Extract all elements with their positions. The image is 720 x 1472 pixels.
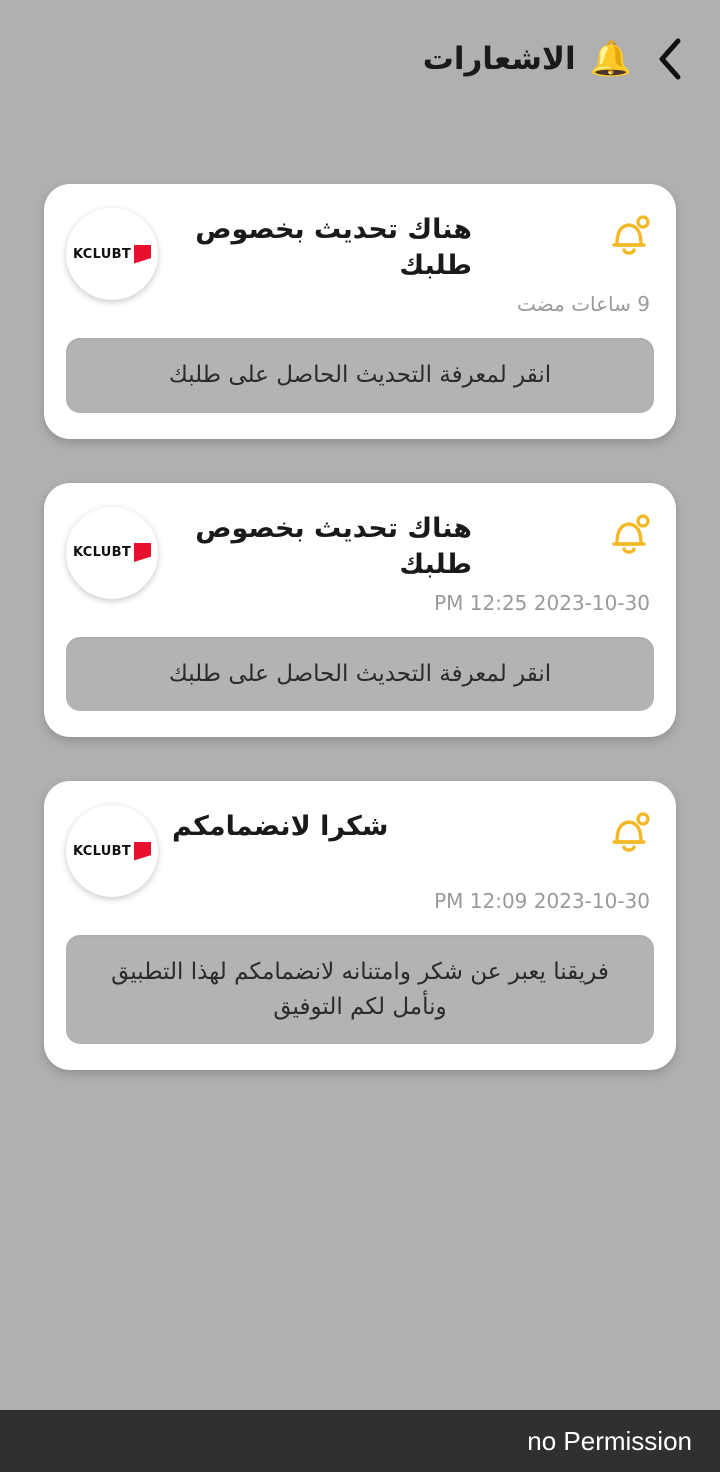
notification-time: PM 12:25 2023-10-30: [434, 590, 650, 615]
avatar-label: KCLUBT: [73, 246, 131, 262]
notification-text-column: [172, 206, 578, 284]
notification-time: PM 12:09 2023-10-30: [434, 889, 650, 913]
avatar: [66, 507, 158, 599]
flag-icon: [134, 842, 151, 861]
avatar-label: KCLUBT: [73, 545, 131, 560]
flag-icon: [134, 245, 151, 264]
notification-bell-column: [592, 505, 654, 563]
notification-bell-icon: [608, 511, 654, 563]
chevron-left-icon: [655, 37, 685, 81]
notification-title: شكرا لانضمامكم: [172, 811, 389, 842]
bottom-status-bar: [0, 1410, 720, 1472]
flag-icon: [134, 543, 151, 562]
notification-body[interactable]: انقر لمعرفة التحديث الحاصل على طلبك: [66, 637, 654, 712]
page-title: الاشعارات: [422, 41, 576, 77]
notification-time: 9 ساعات مضت: [517, 292, 650, 316]
notification-text-column: [172, 505, 578, 583]
notification-body[interactable]: فريقنا يعبر عن شكر وامتنانه لانضمامكم لهذا التطبيق ونأمل لكم التوفيق: [66, 935, 654, 1044]
avatar-logo: [73, 543, 151, 562]
notification-bell-icon: [608, 212, 654, 264]
permission-status-text: no Permission: [527, 1425, 692, 1456]
avatar-label: KCLUBT: [73, 843, 131, 859]
notifications-list: [0, 118, 720, 1472]
notification-text-column: [172, 803, 578, 845]
notification-time-row: [66, 869, 654, 913]
back-button[interactable]: [646, 35, 694, 83]
avatar: [66, 208, 158, 300]
notification-card[interactable]: [44, 781, 676, 1070]
app-header: [0, 0, 720, 118]
avatar-logo: [73, 842, 151, 861]
bell-emoji-icon: 🔔: [589, 39, 632, 79]
notification-title: هناك تحديث بخصوص طلبك: [195, 512, 472, 580]
notification-bell-column: [592, 803, 654, 861]
notification-card[interactable]: [44, 483, 676, 738]
header-title-group: [423, 41, 632, 77]
notification-bell-icon: [608, 809, 654, 861]
notification-body[interactable]: انقر لمعرفة التحديث الحاصل على طلبك: [66, 338, 654, 413]
avatar-logo: [73, 245, 151, 264]
notification-title: هناك تحديث بخصوص طلبك: [195, 214, 472, 282]
notification-bell-column: [592, 206, 654, 264]
avatar: [66, 805, 158, 897]
notification-card[interactable]: [44, 184, 676, 439]
